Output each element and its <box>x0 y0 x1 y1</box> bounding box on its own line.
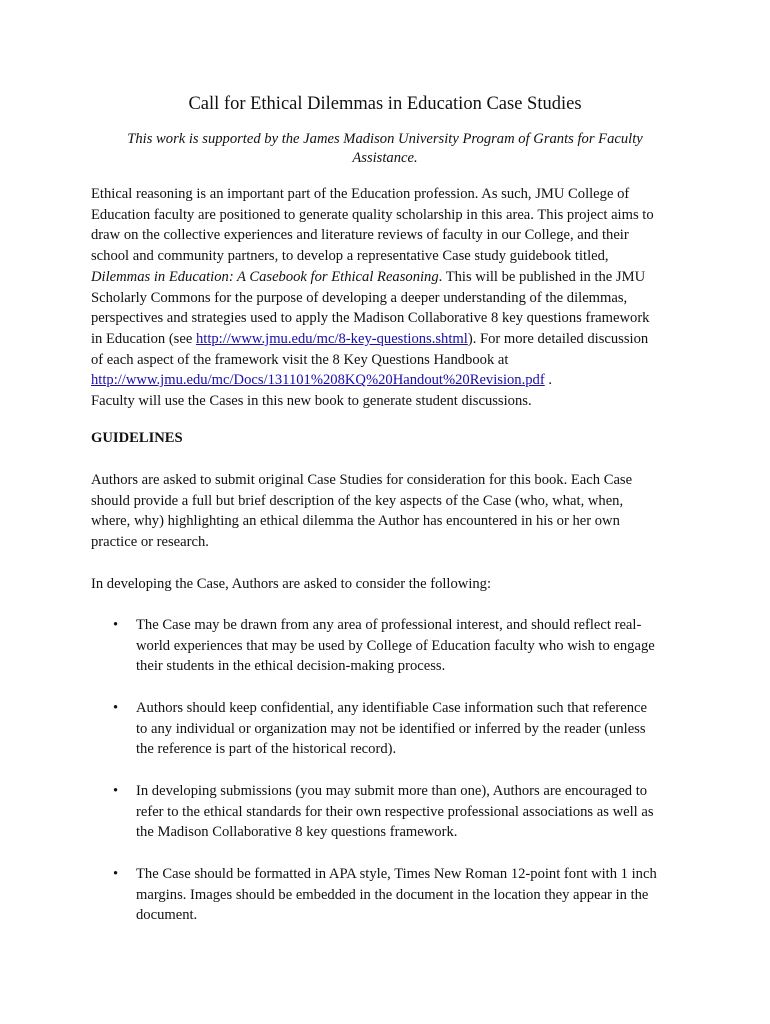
intro-line <box>91 267 691 288</box>
intro-line: school and community partners, to develop a representative Case study guidebook titled, <box>91 248 609 265</box>
bullet-line: to any individual or organization may not be identified or inferred by the reader (unless <box>136 720 646 737</box>
authors-line: should provide a full but brief description of the key aspects of the Case (who, what, when, <box>91 492 624 509</box>
subtitle-line: Assistance. <box>352 150 418 166</box>
intro-line: perspectives and strategies used to apply the Madison Collaborative 8 key questions framework <box>91 310 650 327</box>
authors-line: Authors are asked to submit original Case Studies for consideration for this book. Each Case <box>91 472 633 488</box>
bullet-line: The Case may be drawn from any area of professional interest, and should reflect real- <box>136 617 642 633</box>
intro-line: Ethical reasoning is an important part of the Education profession. As such, JMU College of <box>91 186 630 202</box>
intro-line: draw on the collective experiences and literature reviews of faculty in our College, and their <box>91 227 629 244</box>
intro-text: in Education (see <box>91 330 196 347</box>
consider-intro: In developing the Case, Authors are asked to consider the following: <box>91 576 492 592</box>
intro-text: ). For more detailed discussion <box>467 330 649 347</box>
handbook-link[interactable]: http://www.jmu.edu/mc/Docs/131101%208KQ%20Handout%20Revision.pdf <box>91 372 545 389</box>
bullet-line: In developing submissions (you may submit more than one), Authors are encouraged to <box>136 783 648 799</box>
bullet-line: world experiences that may be used by College of Education faculty who wish to engage <box>136 637 655 654</box>
bullet-dot-icon: • <box>113 617 119 633</box>
bullet-line: refer to the ethical standards for their own respective professional associations as well as <box>136 803 654 820</box>
bullet-line: Authors should keep confidential, any identifiable Case information such that reference <box>136 700 648 716</box>
bullet-dot-icon: • <box>113 700 119 716</box>
bullet-text <box>136 781 654 843</box>
bullet-line: the Madison Collaborative 8 key questions framework. <box>136 824 458 841</box>
bullet-line: their students in the ethical decision-making process. <box>136 658 446 675</box>
bullet-line: The Case should be formatted in APA style, Times New Roman 12-point font with 1 inch <box>136 866 657 882</box>
bullet-text <box>136 615 655 677</box>
bullet-line: the reference is part of the historical record). <box>136 741 397 758</box>
intro-line <box>91 370 691 391</box>
bullet-text <box>136 864 657 926</box>
authors-line: where, why) highlighting an ethical dilemma the Author has encountered in his or her own <box>91 513 620 530</box>
bullet-line: margins. Images should be embedded in the document in the location they appear in the <box>136 886 649 903</box>
funding-subtitle <box>110 130 660 168</box>
authors-paragraph <box>91 470 691 553</box>
bullet-dot-icon: • <box>113 783 119 799</box>
intro-line: of each aspect of the framework visit the 8 Key Questions Handbook at <box>91 351 509 368</box>
intro-text: . <box>544 372 553 389</box>
casebook-title: Dilemmas in Education: A Casebook for Ethical Reasoning <box>91 268 439 285</box>
intro-line <box>91 329 691 350</box>
intro-paragraph <box>91 184 691 412</box>
bullet-text <box>136 698 647 760</box>
subtitle-line: This work is supported by the James Madison University Program of Grants for Faculty <box>127 131 643 147</box>
guidelines-heading: GUIDELINES <box>91 430 183 446</box>
intro-line: Education faculty are positioned to generate quality scholarship in this area. This project aims to <box>91 206 654 223</box>
intro-line: Scholarly Commons for the purpose of developing a deeper understanding of the dilemmas, <box>91 289 628 306</box>
document-title: Call for Ethical Dilemmas in Education Case Studies <box>188 94 582 114</box>
intro-text: . This will be published in the JMU <box>438 268 646 285</box>
bullet-dot-icon: • <box>113 866 119 882</box>
key-questions-link[interactable]: http://www.jmu.edu/mc/8-key-questions.shtml <box>195 330 468 347</box>
bullet-line: document. <box>136 907 198 924</box>
authors-line: practice or research. <box>91 534 209 551</box>
intro-line: Faculty will use the Cases in this new book to generate student discussions. <box>91 393 532 410</box>
